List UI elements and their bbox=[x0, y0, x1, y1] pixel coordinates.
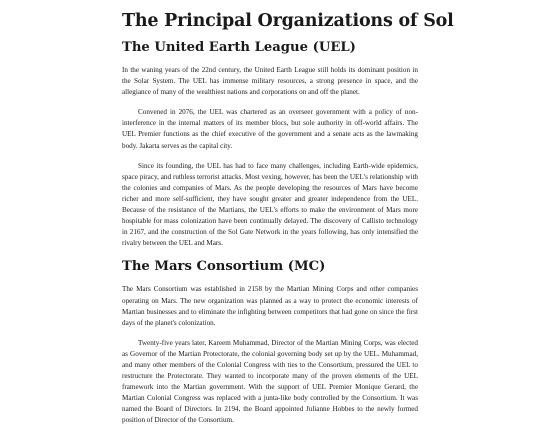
paragraph: The Mars Consortium was established in 2158 by the Martian Mining Corps and other companies operating on Mars. The new organization was planned as a way to protect the economic interests of Martian businesses and to eliminate the infighting between competitors that had gone on since the first days of the planet's colonization. bbox=[122, 285, 418, 327]
section-uel bbox=[122, 39, 418, 249]
document-title: The Principal Organizations of Sol bbox=[122, 11, 454, 31]
section-heading: The United Earth League (UEL) bbox=[122, 40, 356, 55]
section-mars-consortium bbox=[122, 258, 418, 426]
paragraph: Convened in 2076, the UEL was chartered as an overseer government with a policy of non-interference in the internal matters of its member blocs, but sole authority in off-world affairs. The UEL Premier functions as the chief executive of the government and a senate acts as the lawmaking body. Jakarta serves as the capital city. bbox=[122, 108, 418, 150]
paragraph: In the waning years of the 22nd century, the United Earth League still holds its dominant position in the Solar System. The UEL has immense military resources, a strong presence in space, and the allegiance of many of the wealthiest nations and corporations on and off the planet. bbox=[122, 66, 418, 97]
paragraph: Twenty-five years later, Kareem Muhammad, Director of the Martian Mining Corps, was elected as Governor of the Martian Protectorate, the colonial governing body set up by the UEL. Muhammad, and many other members of the Colonial Congress with ties to the Consortium, pressured the UEL to restructure the Protectorate. They wanted to incorporate many of the proven elements of the UEL framework into the Martian government. With the support of UEL Premier Monique Gerard, the Martian Colonial Congress was replaced with a junta-like body controlled by the Consortium. It was named the Board of Directors. In 2194, the Board appointed Julianne Hobbes to the newly formed position of Director of the Consortium. bbox=[122, 338, 418, 425]
paragraph: Since its founding, the UEL has had to face many challenges, including Earth-wide epidemics, space piracy, and ruthless terrorist attacks. Most vexing, however, has been the UEL's relationship with the colonies and companies of Mars. As the people developing the resources of Mars have become richer and more self-sufficient, they have sought greater and greater independence from the UEL. Because of the resistance of the Martians, the UEL's efforts to make the environment of Mars more hospitable for mass colonization have been continually delayed. The discovery of Callisto technology in 2167, and the construction of the Sol Gate Network in the years following, has only intensified the rivalry between the UEL and Mars. bbox=[122, 161, 418, 248]
section-heading: The Mars Consortium (MC) bbox=[122, 259, 326, 275]
